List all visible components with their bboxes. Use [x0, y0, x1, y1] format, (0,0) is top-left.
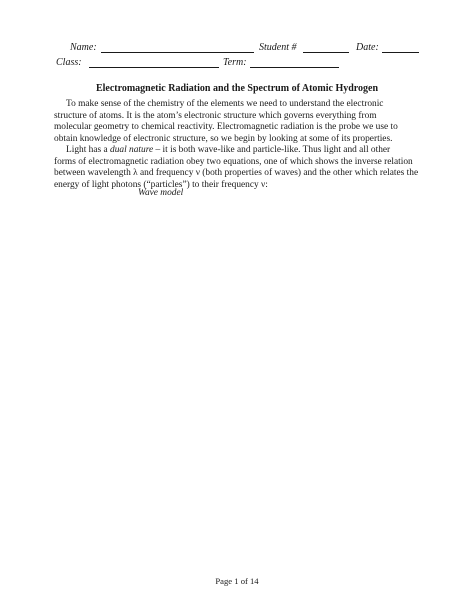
class-label: Class: [56, 57, 82, 68]
term-field[interactable] [250, 67, 339, 68]
header-row-name [0, 41, 474, 55]
paragraph-line: molecular geometry to chemical reactivity. Electromagnetic radiation is the probe we use to [54, 122, 398, 132]
paragraph-line: between wavelength λ and frequency ν (both properties of waves) and the other which relates the [54, 168, 419, 178]
header-row-class [0, 56, 474, 70]
student-number-label: Student # [259, 42, 297, 53]
page-number: Page 1 of 14 [215, 576, 259, 586]
term-label: Term: [223, 57, 247, 68]
student-number-field[interactable] [303, 52, 349, 53]
wave-model-heading: Wave model [138, 188, 184, 198]
paragraph-line: forms of electromagnetic radiation obey two equations, one of which shows the inverse relation [54, 156, 413, 167]
class-field[interactable] [89, 67, 219, 68]
dual-nature-paragraph [54, 145, 424, 191]
paragraph-line: energy of light photons (“particles”) to their frequency ν: [54, 179, 268, 190]
paragraph-line: structure of atoms. It is the atom’s electronic structure which governs everything from [54, 110, 377, 121]
date-label: Date: [356, 42, 379, 53]
paragraph-line [54, 145, 424, 157]
name-field[interactable] [101, 52, 254, 53]
intro-paragraph [54, 99, 424, 145]
dual-nature-emphasis: dual nature [110, 145, 154, 155]
date-field[interactable] [382, 52, 419, 53]
dual-nature-suffix: – it is both wave-like and particle-like. Thus light and all other [153, 145, 391, 155]
dual-nature-prefix: Light has a [66, 145, 111, 155]
paragraph-line: obtain knowledge of electronic structure, so we begin by looking at some of its properties. [54, 133, 393, 144]
paragraph-line: To make sense of the chemistry of the elements we need to understand the electronic [66, 99, 384, 109]
name-label: Name: [70, 42, 97, 53]
page-title: Electromagnetic Radiation and the Spectrum of Atomic Hydrogen [95, 83, 379, 94]
